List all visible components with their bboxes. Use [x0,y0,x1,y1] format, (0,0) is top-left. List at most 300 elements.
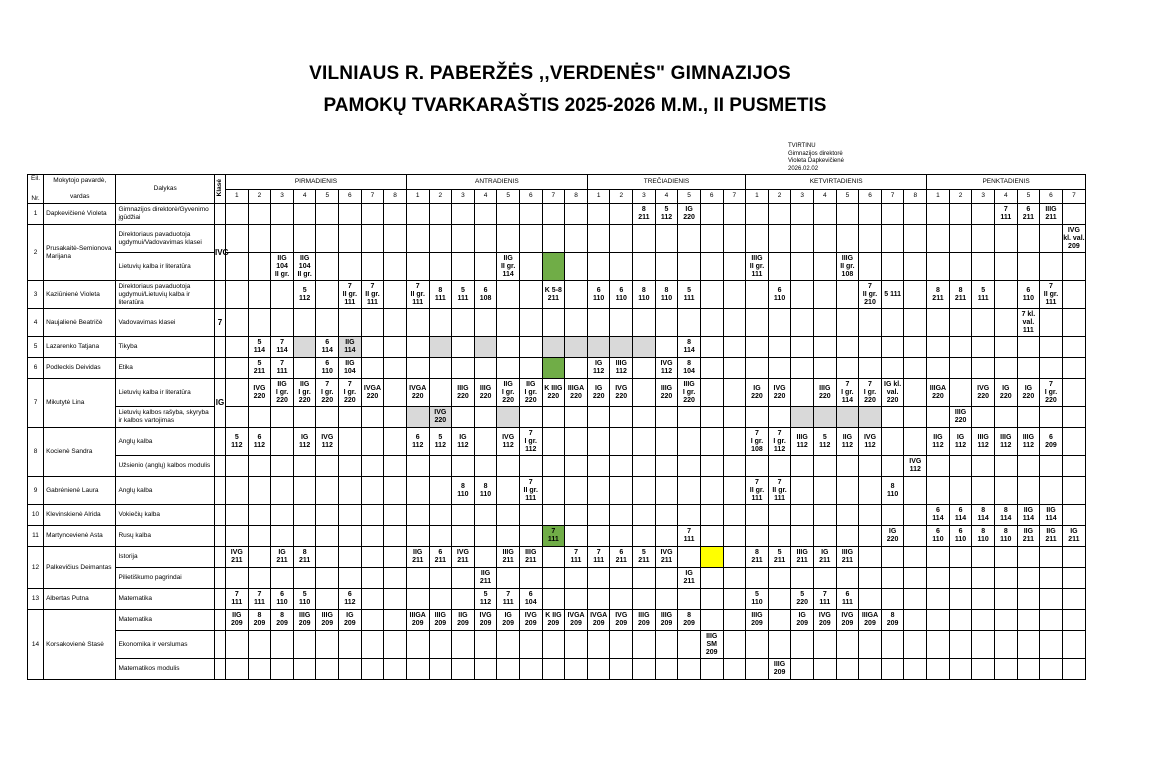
lesson-cell [1040,505,1063,526]
lesson-cell [881,428,904,456]
lesson-line: 211 [1045,536,1057,543]
lesson-cell [542,659,565,680]
lesson-cell [316,526,339,547]
lesson-cell [655,505,678,526]
lesson-line: 112 [502,441,514,449]
lesson-cell [361,253,384,281]
lesson-cell [429,659,452,680]
lesson-cell [406,358,429,379]
lesson-cell [949,631,972,659]
lesson-line: 220 [864,396,876,404]
lesson-line: I gr. [841,388,854,396]
lesson-cell [474,225,497,253]
lesson-cell [700,505,723,526]
lesson-number: 8 [904,189,927,204]
lesson-line: 112 [615,368,627,375]
lesson-cell [723,309,746,337]
lesson-line: IIG [345,339,355,346]
lesson-number: 2 [610,189,633,204]
lesson-cell [293,253,316,281]
lesson-cell [881,547,904,568]
teacher-name: Gabrėnienė Laura [44,477,116,505]
lesson-cell [361,456,384,477]
lesson-cell [1062,281,1085,309]
lesson-number: 1 [587,189,610,204]
lesson-line: 7 [257,591,262,598]
lesson-line: IVG [253,384,266,392]
lesson-line: 8 [687,339,692,346]
lesson-line: 8 [1003,528,1008,535]
lesson-cell [700,204,723,225]
lesson-line: 220 [298,396,311,404]
lesson-cell [587,526,610,547]
lesson-cell [1017,428,1040,456]
lesson-line: 220 [344,396,356,404]
lesson-cell [881,631,904,659]
lesson-line: 112 [412,441,424,449]
lesson-line: IIIG [1045,206,1057,213]
lesson-cell [565,309,588,337]
lesson-cell [633,407,656,428]
lesson-cell [452,526,475,547]
lesson-cell [836,204,859,225]
lesson-cell [881,358,904,379]
lesson-cell [1040,407,1063,428]
lesson-line: 209 [683,620,695,627]
lesson-line: IIIG [660,384,673,392]
lesson-line: 112 [231,441,243,449]
lesson-line: 7 [777,429,782,437]
lesson-cell [384,589,407,610]
lesson-cell [655,309,678,337]
lesson-cell [859,225,882,253]
lesson-cell [791,526,814,547]
approve-line: Gimnazijos direktorė [788,150,843,157]
lesson-line: 220 [321,396,334,404]
lesson-cell [1062,589,1085,610]
lesson-line: IIG [526,380,536,388]
lesson-cell [339,253,362,281]
lesson-line: IG [594,384,603,392]
lesson-cell [271,610,294,631]
lesson-line: IIG [413,549,423,556]
lesson-cell [384,358,407,379]
lesson-cell [655,428,678,456]
lesson-cell [519,526,542,547]
lesson-cell [452,428,475,456]
lesson-line: 110 [1022,294,1035,302]
lesson-line: IIIGA [409,612,426,619]
lesson-cell [226,505,249,526]
subject-name: Anglų kalba [116,428,215,456]
lesson-cell [339,428,362,456]
lesson-line: 112 [909,466,921,473]
lesson-cell [1017,337,1040,358]
lesson-line: IIG [480,570,491,577]
lesson-cell [633,589,656,610]
lesson-cell [927,505,950,526]
lesson-cell [429,610,452,631]
lesson-line: I gr. [321,388,334,396]
class-cell [214,337,225,358]
lesson-cell [1017,547,1040,568]
lesson-line: 8 [890,612,895,619]
lesson-cell [700,358,723,379]
lesson-cell [1062,253,1085,281]
approval-block [788,143,844,173]
lesson-line: IIIG [434,612,446,619]
lesson-line: IIIG [977,433,989,441]
lesson-cell [361,610,384,631]
lesson-cell [1040,358,1063,379]
lesson-cell [339,456,362,477]
class-cell [214,456,225,477]
lesson-cell [904,309,927,337]
lesson-line: 220 [547,392,560,400]
lesson-line: IIIGA [861,612,879,619]
lesson-cell [587,281,610,309]
lesson-line: 104 [683,368,695,375]
lesson-cell [226,407,249,428]
subject-name: Etika [116,358,215,379]
lesson-cell [813,659,836,680]
lesson-cell [836,225,859,253]
lesson-cell [700,428,723,456]
lesson-cell [542,253,565,281]
lesson-cell [452,505,475,526]
teacher-name: Naujalienė Beatričė [44,309,116,337]
lesson-cell [633,281,656,309]
lesson-cell [452,358,475,379]
lesson-cell [1017,225,1040,253]
lesson-cell [994,610,1017,631]
approve-line: Violeta Dapkevičienė [788,158,844,164]
class-label: Klasė [215,178,223,197]
lesson-cell [994,526,1017,547]
lesson-cell [881,505,904,526]
lesson-line: 220 [1022,392,1035,400]
lesson-cell [587,589,610,610]
lesson-cell [519,456,542,477]
lesson-line: 110 [593,294,605,302]
lesson-cell [1017,281,1040,309]
lesson-cell [904,568,927,589]
lesson-number: 6 [339,189,362,204]
lesson-cell [1040,659,1063,680]
lesson-cell [384,526,407,547]
lesson-cell [633,379,656,407]
lesson-number: 8 [384,189,407,204]
lesson-cell [791,631,814,659]
lesson-cell [994,547,1017,568]
lesson-cell [1040,547,1063,568]
lesson-line: 114 [253,347,266,354]
lesson-cell [633,526,656,547]
lesson-cell [678,309,701,337]
timetable [27,174,1086,680]
lesson-cell [406,589,429,610]
lesson-cell [994,659,1017,680]
lesson-line: IIIG [683,380,695,388]
lesson-cell [565,407,588,428]
lesson-cell [519,281,542,309]
lesson-line: 112 [344,599,356,606]
lesson-cell [519,225,542,253]
lesson-line: IVG [615,612,628,619]
lesson-cell [972,547,995,568]
lesson-cell [700,407,723,428]
lesson-cell [610,337,633,358]
lesson-line: 7 [574,549,578,556]
lesson-number: 7 [361,189,384,204]
lesson-line: 114 [1000,515,1012,522]
day-header: TREČIADIENIS [587,175,745,190]
lesson-line: IVG [1067,226,1080,234]
lesson-line: val. [886,388,899,396]
lesson-line: 209 [524,620,537,627]
lesson-cell [836,526,859,547]
lesson-line: 110 [751,599,763,606]
lesson-cell [293,505,316,526]
lesson-number: 6 [859,189,882,204]
lesson-cell [339,589,362,610]
lesson-line: IVG [479,612,492,619]
approve-line: TVIRTINU [788,143,816,149]
lesson-cell [316,379,339,407]
lesson-line: 114 [683,347,695,354]
lesson-line: 8 [641,206,646,213]
lesson-cell [859,547,882,568]
lesson-line: 5 [460,286,465,294]
lesson-line: IIG [277,254,287,262]
lesson-cell [361,225,384,253]
lesson-line: 5 [777,549,782,556]
lesson-line: 114 [977,515,989,522]
lesson-cell [497,631,520,659]
lesson-line: I gr. [501,388,515,396]
lesson-cell [339,659,362,680]
row-number: 13 [28,589,44,610]
lesson-cell [429,253,452,281]
lesson-cell [746,456,769,477]
lesson-line: 220 [570,392,582,400]
lesson-cell [859,309,882,337]
lesson-line: IVG [909,458,922,465]
lesson-cell [587,407,610,428]
lesson-cell [1062,610,1085,631]
lesson-line: IVG [456,549,469,556]
lesson-cell [655,631,678,659]
lesson-line: 6 [415,433,420,441]
lesson-cell [474,379,497,407]
lesson-cell [271,281,294,309]
lesson-cell [791,379,814,407]
lesson-cell [384,253,407,281]
lesson-cell [836,358,859,379]
lesson-cell [361,526,384,547]
lesson-line: 8 [981,528,986,535]
lesson-cell [1062,659,1085,680]
lesson-cell [542,568,565,589]
lesson-cell [429,358,452,379]
lesson-cell [881,610,904,631]
lesson-cell [904,281,927,309]
lesson-line: 209 [547,620,560,627]
lesson-cell [293,358,316,379]
lesson-cell [746,631,769,659]
day-header: PIRMADIENIS [226,175,407,190]
lesson-line: IIG [842,433,853,441]
subject-name: Lietuvių kalbos rašyba, skyryba ir kalbos vartojimas [116,407,215,428]
lesson-cell [881,659,904,680]
lesson-cell [1040,253,1063,281]
lesson-cell [813,568,836,589]
lesson-cell [949,281,972,309]
lesson-cell [361,309,384,337]
lesson-line: IG kl. [884,380,902,388]
lesson-line: 7 [687,528,692,535]
lesson-cell [678,253,701,281]
lesson-line: 114 [502,270,514,278]
lesson-cell [452,568,475,589]
lesson-cell [452,225,475,253]
lesson-cell [678,610,701,631]
lesson-cell [904,407,927,428]
lesson-cell [429,477,452,505]
lesson-cell [723,456,746,477]
lesson-cell [384,568,407,589]
lesson-cell [384,631,407,659]
lesson-line: 8 [438,286,443,294]
class-cell [214,659,225,680]
lesson-cell [542,337,565,358]
lesson-line: 108 [479,294,492,302]
lesson-line: IIIG [1022,433,1035,441]
lesson-cell [927,253,950,281]
lesson-cell [542,589,565,610]
lesson-cell [316,407,339,428]
lesson-line: 209 [344,620,356,627]
lesson-line: 6 [935,507,940,514]
lesson-cell [768,204,791,225]
lesson-line: 220 [751,392,763,400]
lesson-cell [1017,407,1040,428]
lesson-cell [384,337,407,358]
lesson-line: 209 [298,620,311,627]
lesson-line: 6 [958,528,963,535]
lesson-line: 209 [1045,441,1057,449]
lesson-cell [881,379,904,407]
lesson-cell [519,659,542,680]
lesson-line: 8 [1003,507,1008,514]
lesson-line: 110 [615,294,627,302]
lesson-cell [927,358,950,379]
lesson-cell [949,379,972,407]
lesson-cell [293,477,316,505]
lesson-cell [452,631,475,659]
lesson-line: 5 [302,591,307,598]
lesson-line: IG [753,384,761,392]
lesson-cell [813,526,836,547]
lesson-cell [226,428,249,456]
subject-name: Matematika [116,610,215,631]
lesson-cell [339,547,362,568]
lesson-cell [791,477,814,505]
lesson-cell [746,477,769,505]
lesson-cell [226,631,249,659]
lesson-cell [1040,631,1063,659]
lesson-line: 111 [977,294,989,302]
lesson-cell [271,379,294,407]
lesson-cell [429,568,452,589]
header-eil [28,175,44,204]
lesson-cell [361,659,384,680]
lesson-cell [610,631,633,659]
lesson-cell [768,547,791,568]
lesson-cell [881,281,904,309]
lesson-cell [226,477,249,505]
lesson-cell [746,407,769,428]
lesson-line: 209 [230,620,243,627]
lesson-cell [791,428,814,456]
lesson-cell [384,379,407,407]
lesson-line: 5 [687,286,692,294]
lesson-line: 211 [299,557,311,564]
lesson-line: 111 [593,557,605,564]
lesson-cell [927,547,950,568]
lesson-cell [361,281,384,309]
lesson-cell [633,659,656,680]
lesson-cell [678,379,701,407]
lesson-cell [791,281,814,309]
lesson-line: 111 [525,494,537,502]
lesson-cell [565,547,588,568]
lesson-cell [610,309,633,337]
subject-name: Tikyba [116,337,215,358]
lesson-line: 6 [1026,206,1031,213]
lesson-number: 4 [655,189,678,204]
lesson-cell [293,610,316,631]
lesson-line: IVG [863,433,877,441]
lesson-cell [587,309,610,337]
lesson-number: 7 [1062,189,1085,204]
lesson-line: 6 [935,528,940,535]
lesson-cell [655,225,678,253]
lesson-cell [610,379,633,407]
lesson-line: IIIG [796,433,808,441]
lesson-cell [881,253,904,281]
lesson-line: IG [821,549,829,556]
lesson-cell [452,659,475,680]
lesson-line: 211 [751,557,763,564]
lesson-line: IIG [933,433,943,441]
lesson-line: IG [278,549,286,556]
lesson-cell [271,456,294,477]
lesson-cell [994,456,1017,477]
lesson-line: II gr. [749,486,765,494]
lesson-line: 7 [868,282,872,290]
lesson-line: 220 [886,396,899,404]
lesson-cell [972,631,995,659]
lesson-line: IIIG [502,549,514,556]
lesson-cell [406,659,429,680]
lesson-cell [859,358,882,379]
lesson-number: 4 [813,189,836,204]
lesson-cell [700,477,723,505]
lesson-line: 5 [438,433,443,441]
lesson-cell [859,428,882,456]
lesson-cell [226,281,249,309]
